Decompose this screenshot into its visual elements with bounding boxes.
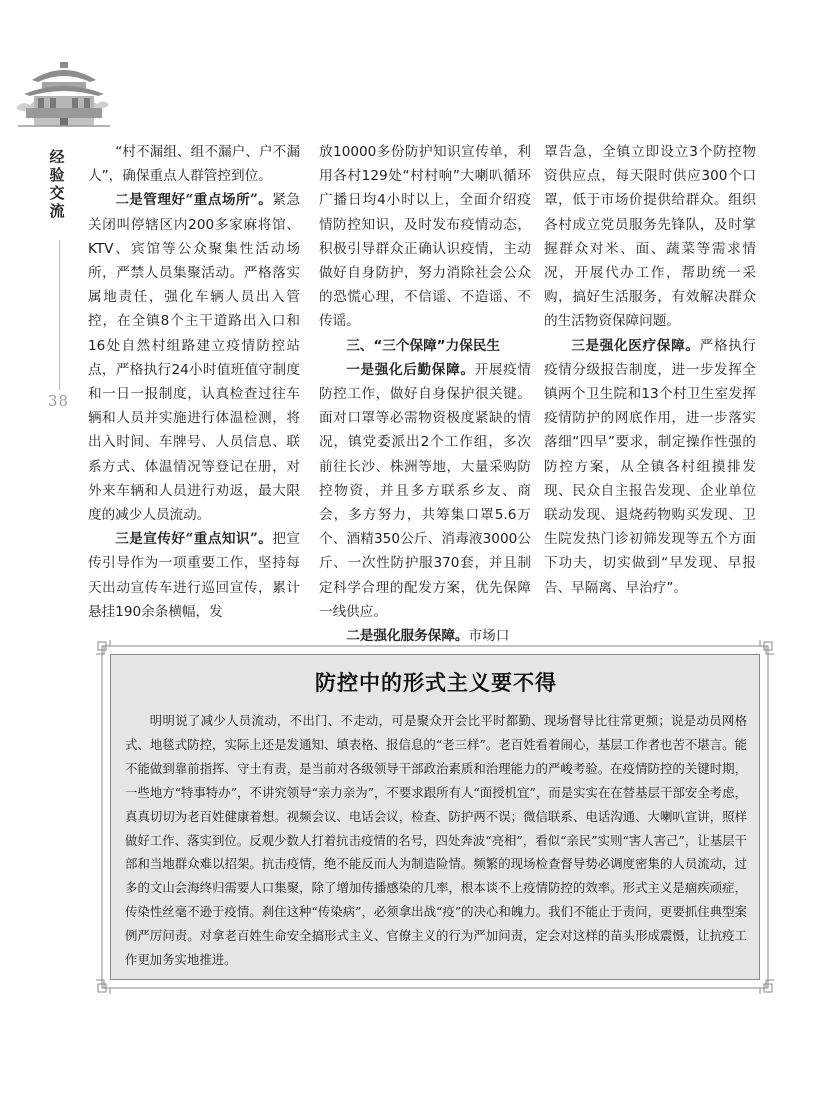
section-label: 经验交流 bbox=[49, 148, 65, 220]
subheading: 二是管理好“重点场所”。 bbox=[115, 192, 273, 209]
page-number: 38 bbox=[48, 392, 70, 410]
article-column-2 bbox=[319, 140, 531, 648]
paragraph: 放10000多份防护知识宣传单，利用各村129处“村村响”大喇叭循环广播日均4小时以上，全面介绍疫情防控知识，及时发布疫情动态，积极引导群众正确认识疫情，主动做好自身防护，努力消除社会公众的恐慌心理，不信谣、不造谣、不传谣。 bbox=[319, 144, 531, 330]
paragraph bbox=[88, 188, 300, 527]
subheading: 三是强化医疗保障。 bbox=[571, 337, 700, 354]
paragraph-text: 严格执行疫情分级报告制度，进一步发挥全镇两个卫生院和13个村卫生室发挥疫情防护的网底作用，进一步落实落细“四早”要求，制定操作性强的防控方案，从全镇各村组摸排发现、民众自主报告发现、企业单位联动发现、退烧药物购买发现、卫生院发热门诊初筛发现等五个方面下功夫，切实做到“早发现、早报告、早隔离、早治疗”。 bbox=[544, 337, 757, 596]
article-column-3 bbox=[544, 140, 756, 600]
paragraph: “村不漏组、组不漏户、户不漏人”，确保重点人群管控到位。 bbox=[88, 144, 300, 185]
section-heading: 三、“三个保障”力保民生 bbox=[346, 337, 500, 354]
pavilion-emblem-icon bbox=[14, 56, 114, 130]
commentary-body: 明明说了减少人员流动，不出门、不走动，可是聚众开会比平时都勤、现场督导比往常更频；说是动员网格式、地毯式防控，实际上还是发通知、填表格、报信息的“老三样”。老百姓看着闹心，基层工作者也苦不堪言。能不能做到靠前指挥、守土有责，是当前对各级领导干部政治素质和治理能力的严峻考验。在疫情防控的关键时期，一些地方“特事特办”，不讲究领导“亲力亲为”，不要求跟所有人“面授机宜”，而是实实在在替基层干部安全考虑，真真切切为老百姓健康着想。视频会议、电话会议，检查、防护两不误；微信联系、电话沟通、大喇叭宣讲，照样做好工作、落实到位。反观少数人打着抗击疫情的名号，四处奔波“亮相”，看似“亲民”实则“害人害己”，让基层干部和当地群众难以招架。抗击疫情，绝不能反而人为制造险情。频繁的现场检查督导势必调度密集的人员流动，过多的文山会海终归需要人口集聚，除了增加传播感染的几率，根本谈不上疫情防控的效率。形式主义是痼疾顽症，传染性丝毫不逊于疫情。刹住这种“传染病”，必须拿出战“疫”的决心和魄力。我们不能止于责问，更要抓住典型案例严厉问责。对拿老百姓生命安全搞形式主义、官僚主义的行为严加问责，定会对这样的苗头形成震慑，让抗疫工作更加务实地推进。 bbox=[125, 713, 747, 968]
margin-rule bbox=[59, 240, 60, 390]
subheading: 二是强化服务保障。 bbox=[346, 628, 469, 645]
subheading: 一是强化后勤保障。 bbox=[346, 361, 475, 378]
commentary-box bbox=[96, 640, 774, 994]
article-column-1 bbox=[88, 140, 300, 624]
commentary-title: 防控中的形式主义要不得 bbox=[315, 670, 557, 695]
subheading: 三是宣传好“重点知识”。 bbox=[115, 531, 273, 548]
paragraph: 罩告急，全镇立即设立3个防控物资供应点，每天限时供应300个口罩，低于市场价提供给群众。组织各村成立党员服务先锋队，及时掌握群众对米、面、蔬菜等需求情况，开展代办工作，帮助统一采购，搞好生活服务，有效解决群众的生活物资保障问题。 bbox=[544, 144, 756, 330]
paragraph bbox=[544, 334, 756, 600]
paragraph-text: 把宣传引导作为一项重要工作，坚持每天出动宣传车进行巡回宣传，累计悬挂190余条横幅，发 bbox=[88, 531, 301, 620]
paragraph-text: 开展疫情防控工作，做好自身保护很关键。面对口罩等必需物资极度紧缺的情况，镇党委派出2个工作组，多次前往长沙、株洲等地，大量采购防控物资，并且多方联系乡友、商会，多方努力，共筹集口罩5.6万个、酒精350公斤、消毒液3000公斤、一次性防护服370套，并且制定科学合理的配发方案，优先保障一线供应。 bbox=[319, 361, 532, 620]
paragraph-text: 市场口 bbox=[468, 628, 510, 645]
paragraph bbox=[319, 358, 531, 624]
paragraph bbox=[88, 527, 300, 624]
paragraph-text: 紧急关闭叫停辖区内200多家麻将馆、KTV、宾馆等公众聚集性活动场所，严禁人员集聚活动。严格落实属地责任，强化车辆人员出入管控，在全镇8个主干道路出入口和16处自然村组路建立疫情防控站点，严格执行24小时值班值守制度和一日一报制度，认真检查过往车辆和人员并实施进行体温检测，将出入时间、车牌号、人员信息、联系方式、体温情况等登记在册，对外来车辆和人员进行劝返，最大限度的减少人员流动。 bbox=[88, 192, 301, 524]
commentary-panel bbox=[110, 654, 760, 980]
